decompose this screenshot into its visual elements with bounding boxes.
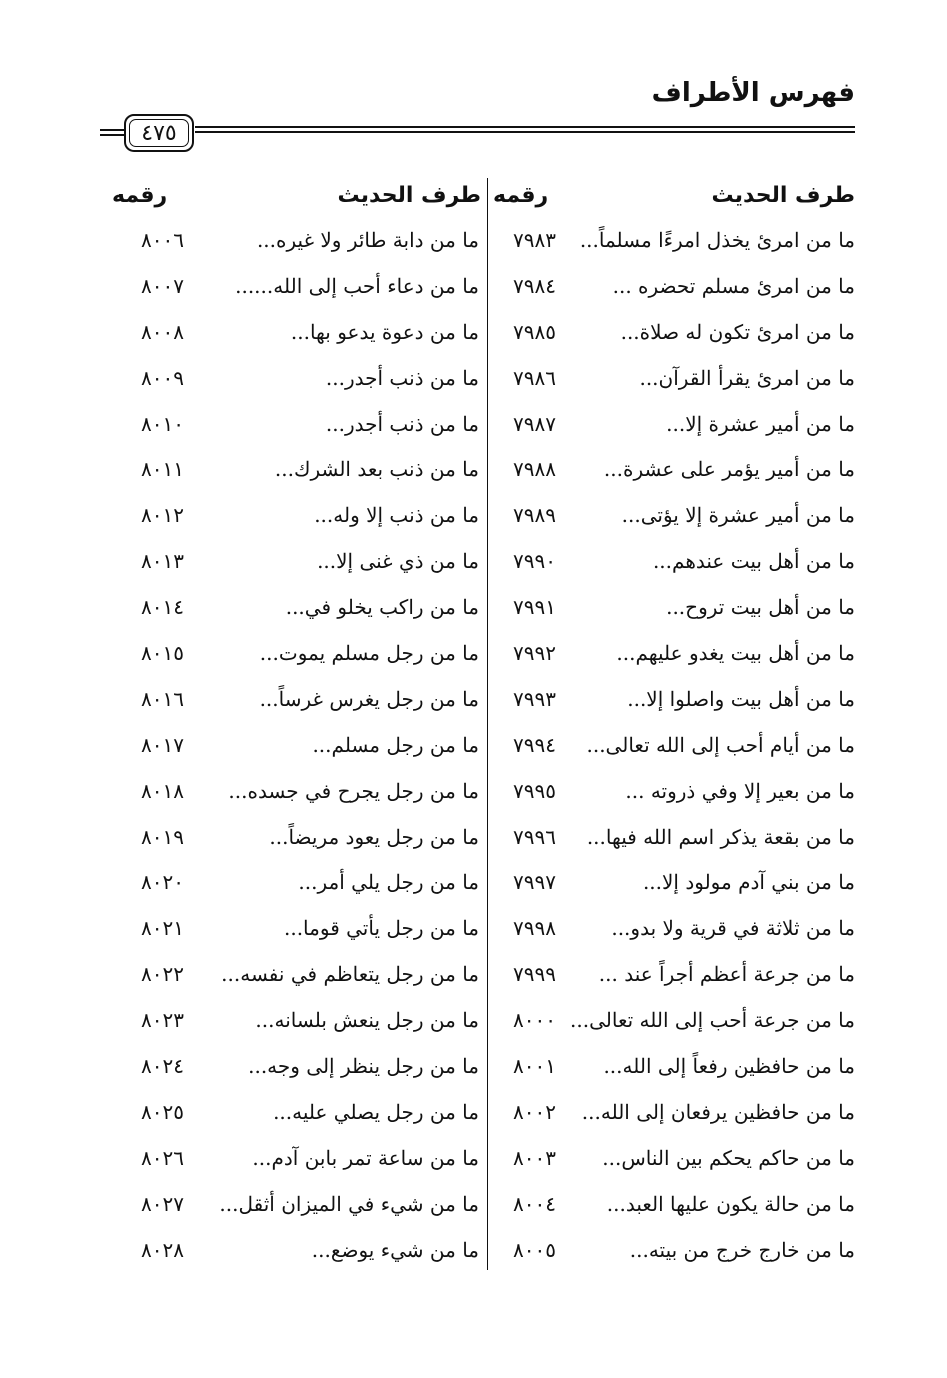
hadith-incipit-left: ما من ذنب أجدر...	[325, 411, 479, 436]
hadith-number-right: ٧٩٨٥	[513, 319, 556, 344]
index-row	[0, 218, 947, 264]
hadith-number-left: ٨٠٠٩	[141, 365, 184, 390]
index-rows	[0, 218, 947, 1273]
hadith-incipit-right: ما من حافظين رفعاً إلى الله...	[603, 1054, 855, 1079]
hadith-incipit-left: ما من دابة طائر ولا غيره...	[256, 228, 479, 252]
hadith-incipit-left: ما من شيء يوضع...	[311, 1237, 479, 1262]
hadith-number-left: ٨٠٢٣	[141, 1008, 184, 1033]
index-row	[0, 585, 947, 631]
hadith-incipit-right: ما من أهل بيت يغدو عليهم...	[616, 641, 855, 666]
hadith-number-right: ٨٠٠١	[513, 1054, 556, 1079]
index-row	[0, 1044, 947, 1090]
hadith-number-right: ٧٩٩٨	[513, 916, 556, 941]
index-row	[0, 264, 947, 310]
hadith-incipit-right: ما من أيام أحب إلى الله تعالى...	[586, 732, 855, 757]
index-row	[0, 1090, 947, 1136]
hadith-incipit-left: ما من رجل يغرس غرساً...	[259, 686, 479, 711]
index-row	[0, 1136, 947, 1182]
hadith-incipit-left: ما من رجل مسلم...	[312, 732, 479, 757]
hadith-number-left: ٨٠١٨	[141, 778, 184, 803]
index-row	[0, 310, 947, 356]
hadith-incipit-left: ما من رجل مسلم يموت...	[259, 641, 479, 666]
header-rule-left	[100, 129, 124, 136]
index-row	[0, 815, 947, 861]
index-row	[0, 631, 947, 677]
page-number: ٤٧٥	[141, 120, 177, 146]
hadith-number-left: ٨٠٢٦	[141, 1145, 184, 1170]
page-number-frame	[124, 114, 194, 152]
index-row	[0, 402, 947, 448]
hadith-incipit-right: ما من أمير يؤمر على عشرة...	[603, 457, 855, 482]
right-text-column-header: طرف الحديث	[711, 183, 855, 208]
hadith-number-right: ٨٠٠٠	[513, 1008, 556, 1033]
hadith-incipit-right: ما من بني آدم مولود إلا...	[642, 870, 855, 895]
hadith-incipit-right: ما من بقعة يذكر اسم الله فيها...	[586, 824, 855, 849]
hadith-number-right: ٧٩٩٢	[513, 641, 556, 666]
hadith-number-right: ٧٩٩٣	[513, 686, 556, 711]
hadith-incipit-left: ما من ذنب أجدر...	[325, 365, 479, 390]
index-row	[0, 356, 947, 402]
hadith-incipit-right: ما من أمير عشرة إلا...	[666, 411, 855, 436]
hadith-number-left: ٨٠١٧	[141, 732, 184, 757]
hadith-number-left: ٨٠١٤	[141, 595, 184, 620]
index-row	[0, 447, 947, 493]
hadith-incipit-left: ما من رجل يأتي قوما...	[283, 916, 479, 941]
hadith-incipit-right: ما من أهل بيت عندهم...	[652, 549, 855, 574]
hadith-incipit-left: ما من ذنب بعد الشرك...	[274, 457, 479, 482]
hadith-number-left: ٨٠١٦	[141, 686, 184, 711]
hadith-incipit-left: ما من رجل يتعاظم في نفسه...	[221, 962, 479, 987]
hadith-number-right: ٧٩٩٤	[513, 732, 556, 757]
hadith-number-left: ٨٠١٩	[141, 824, 184, 849]
hadith-incipit-left: ما من رجل يصلي عليه...	[273, 1099, 479, 1124]
hadith-incipit-left: ما من ذي غنى إلا...	[317, 549, 479, 574]
hadith-incipit-left: ما من ذنب إلا وله...	[314, 503, 479, 528]
hadith-number-left: ٨٠٢٤	[141, 1054, 184, 1079]
hadith-number-right: ٧٩٨٨	[513, 457, 556, 482]
hadith-incipit-left: ما من دعاء أحب إلى الله......	[235, 273, 479, 298]
hadith-incipit-left: ما من راكب يخلو في...	[285, 595, 479, 620]
left-number-column-header: رقمه	[112, 183, 168, 208]
index-row	[0, 906, 947, 952]
hadith-incipit-left: ما من دعوة يدعو بها...	[290, 319, 479, 344]
hadith-incipit-right: ما من بعير إلا وفي ذروته ...	[625, 778, 855, 803]
hadith-number-left: ٨٠٢٨	[141, 1237, 184, 1262]
hadith-number-right: ٧٩٨٣	[513, 228, 556, 252]
hadith-number-left: ٨٠٢١	[141, 916, 184, 941]
hadith-incipit-left: ما من شيء في الميزان أثقل...	[219, 1191, 479, 1216]
index-row	[0, 952, 947, 998]
index-row	[0, 539, 947, 585]
hadith-incipit-left: ما من رجل ينعش بلسانه...	[255, 1008, 479, 1033]
hadith-number-left: ٨٠٢٢	[141, 962, 184, 987]
hadith-incipit-right: ما من حاكم يحكم بين الناس...	[602, 1145, 855, 1170]
index-row	[0, 769, 947, 815]
hadith-incipit-left: ما من ساعة تمر بابن آدم...	[252, 1145, 479, 1170]
hadith-incipit-left: ما من رجل يعود مريضاً...	[269, 824, 479, 849]
hadith-incipit-right: ما من خارج خرج من بيته...	[629, 1237, 855, 1262]
hadith-incipit-left: ما من رجل يجرح في جسده...	[228, 778, 479, 803]
hadith-incipit-right: ما من حالة يكون عليها العبد...	[606, 1191, 855, 1216]
hadith-number-right: ٧٩٩٠	[513, 549, 556, 574]
hadith-number-left: ٨٠٠٨	[141, 319, 184, 344]
hadith-incipit-right: ما من امرئ تكون له صلاة...	[620, 319, 855, 344]
index-row	[0, 998, 947, 1044]
hadith-incipit-right: ما من أهل بيت تروح...	[666, 595, 855, 620]
hadith-incipit-right: ما من ثلاثة في قرية ولا بدو...	[611, 916, 855, 941]
hadith-number-right: ٧٩٨٤	[513, 273, 556, 298]
hadith-number-right: ٧٩٨٩	[513, 503, 556, 528]
hadith-incipit-right: ما من جرعة أعظم أجراً عند ...	[598, 962, 855, 987]
hadith-number-right: ٨٠٠٣	[513, 1145, 556, 1170]
hadith-number-left: ٨٠١٢	[141, 503, 184, 528]
hadith-incipit-right: ما من حافظين يرفعان إلى الله...	[581, 1099, 855, 1124]
hadith-number-right: ٧٩٩٧	[513, 870, 556, 895]
index-row	[0, 1182, 947, 1228]
hadith-incipit-right: ما من أهل بيت واصلوا إلا...	[627, 686, 855, 711]
header-rule	[195, 126, 855, 133]
hadith-number-right: ٧٩٩٥	[513, 778, 556, 803]
right-number-column-header: رقمه	[493, 183, 549, 208]
hadith-number-left: ٨٠٢٠	[141, 870, 184, 895]
hadith-number-right: ٧٩٩١	[513, 595, 556, 620]
hadith-number-left: ٨٠١٥	[141, 641, 184, 666]
hadith-incipit-left: ما من رجل ينظر إلى وجه...	[248, 1054, 479, 1079]
hadith-incipit-right: ما من أمير عشرة إلا يؤتى...	[621, 503, 855, 528]
hadith-incipit-right: ما من امرئ مسلم تحضره ...	[612, 273, 855, 298]
hadith-number-right: ٨٠٠٢	[513, 1099, 556, 1124]
index-row	[0, 860, 947, 906]
running-title: فهرس الأطراف	[651, 78, 855, 108]
hadith-number-right: ٨٠٠٥	[513, 1237, 556, 1262]
hadith-incipit-right: ما من امرئ يخذل امرءًا مسلماً...	[579, 228, 855, 252]
hadith-number-right: ٧٩٨٧	[513, 411, 556, 436]
left-text-column-header: طرف الحديث	[337, 183, 481, 208]
hadith-incipit-right: ما من جرعة أحب إلى الله تعالى...	[570, 1008, 855, 1033]
hadith-number-right: ٨٠٠٤	[513, 1191, 556, 1216]
index-row	[0, 677, 947, 723]
hadith-number-right: ٧٩٩٩	[513, 962, 556, 987]
hadith-number-right: ٧٩٩٦	[513, 824, 556, 849]
index-row	[0, 1228, 947, 1274]
hadith-number-left: ٨٠٠٧	[141, 273, 184, 298]
hadith-incipit-right: ما من امرئ يقرأ القرآن...	[639, 365, 855, 390]
hadith-number-left: ٨٠١٠	[141, 411, 184, 436]
hadith-number-left: ٨٠٢٧	[141, 1191, 184, 1216]
hadith-number-left: ٨٠٠٦	[141, 228, 184, 252]
index-row	[0, 723, 947, 769]
hadith-number-left: ٨٠٢٥	[141, 1099, 184, 1124]
hadith-incipit-left: ما من رجل يلي أمر...	[298, 870, 479, 895]
hadith-number-left: ٨٠١١	[141, 457, 184, 482]
hadith-number-right: ٧٩٨٦	[513, 365, 556, 390]
index-row	[0, 493, 947, 539]
hadith-number-left: ٨٠١٣	[141, 549, 184, 574]
